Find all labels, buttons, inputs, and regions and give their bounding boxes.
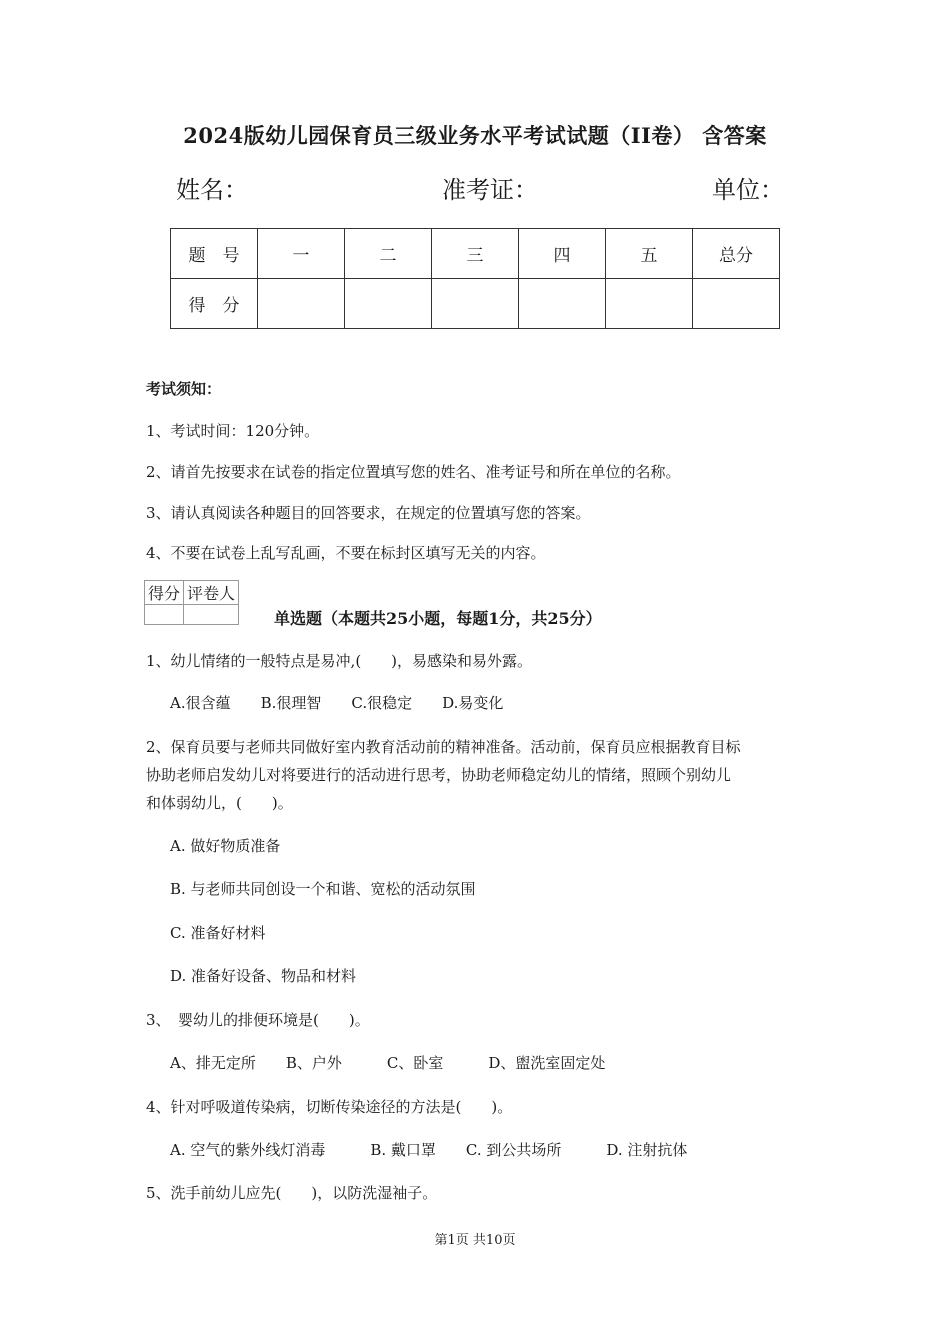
page-title: 2024版幼儿园保育员三级业务水平考试试题（II卷） 含答案 [183, 123, 767, 148]
score-table-score-row [171, 279, 780, 329]
question-2-option-b: B. 与老师共同创设一个和谐、宽松的活动氛围 [170, 880, 476, 898]
question-2-option-d: D. 准备好设备、物品和材料 [170, 967, 357, 985]
score-table [170, 228, 780, 329]
question-3-options: A、排无定所 B、户外 C、卧室 D、盥洗室固定处 [170, 1054, 606, 1072]
grader-score-label: 得分 [145, 581, 184, 605]
grader-score-cell[interactable] [145, 605, 184, 625]
question-2-stem: 协助老师启发幼儿对将要进行的活动进行思考，协助老师稳定幼儿的情绪，照顾个别幼儿 [146, 766, 732, 784]
question-2-option-c: C. 准备好材料 [170, 924, 266, 942]
notice-item: 4、不要在试卷上乱写乱画，不要在标封区填写无关的内容。 [146, 544, 546, 562]
grader-table [144, 580, 239, 625]
score-header-5: 五 [606, 229, 693, 279]
question-2-stem: 2、保育员要与老师共同做好室内教育活动前的精神准备。活动前，保育员应根据教育目标 [146, 738, 741, 756]
score-header-label: 题 号 [171, 229, 258, 279]
score-header-1: 一 [258, 229, 345, 279]
question-4-stem: 4、针对呼吸道传染病，切断传染途径的方法是( )。 [146, 1098, 513, 1116]
score-cell-1[interactable] [258, 279, 345, 329]
notice-item: 1、考试时间：120分钟。 [146, 422, 320, 440]
question-5-stem: 5、洗手前幼儿应先( )，以防洗湿袖子。 [146, 1184, 438, 1202]
score-cell-3[interactable] [432, 279, 519, 329]
grader-reviewer-cell[interactable] [184, 605, 239, 625]
question-2-option-a: A. 做好物质准备 [170, 837, 281, 855]
score-header-2: 二 [345, 229, 432, 279]
score-header-total: 总分 [693, 229, 780, 279]
score-row-label: 得 分 [171, 279, 258, 329]
question-1-options: A.很含蕴 B.很理智 C.很稳定 D.易变化 [170, 694, 504, 712]
section-title: 单选题（本题共25小题，每题1分，共25分） [274, 609, 602, 628]
notice-item: 2、请首先按要求在试卷的指定位置填写您的姓名、准考证号和所在单位的名称。 [146, 463, 681, 481]
score-cell-total[interactable] [693, 279, 780, 329]
score-header-3: 三 [432, 229, 519, 279]
score-cell-2[interactable] [345, 279, 432, 329]
score-header-4: 四 [519, 229, 606, 279]
question-4-options: A. 空气的紫外线灯消毒 B. 戴口罩 C. 到公共场所 D. 注射抗体 [170, 1141, 688, 1159]
name-label: 姓名： [176, 176, 248, 204]
score-table-header-row [171, 229, 780, 279]
score-cell-5[interactable] [606, 279, 693, 329]
score-cell-4[interactable] [519, 279, 606, 329]
exam-id-label: 准考证： [442, 176, 538, 204]
question-3-stem: 3、 婴幼儿的排便环境是( )。 [146, 1011, 370, 1029]
question-1-stem: 1、幼儿情绪的一般特点是易冲,( )，易感染和易外露。 [146, 652, 533, 670]
page-footer: 第1页 共10页 [434, 1233, 516, 1248]
notice-item: 3、请认真阅读各种题目的回答要求，在规定的位置填写您的答案。 [146, 504, 591, 522]
notice-title: 考试须知： [146, 380, 222, 398]
grader-reviewer-label: 评卷人 [184, 581, 239, 605]
question-2-stem: 和体弱幼儿，( )。 [146, 794, 293, 812]
unit-label: 单位： [712, 176, 784, 204]
